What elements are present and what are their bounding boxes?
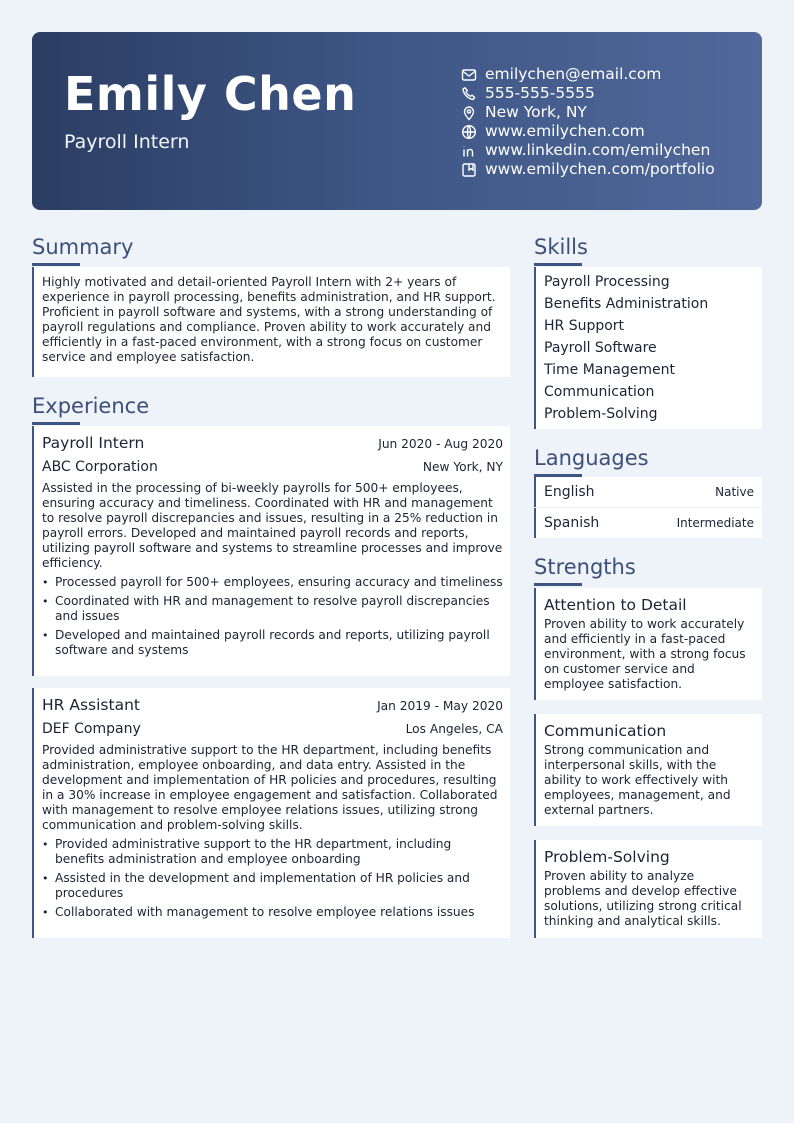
job-title: HR Assistant	[42, 696, 140, 714]
list-item: • Coordinated with HR and management to resolve payroll discrepancies and issues	[42, 594, 503, 624]
job-location: New York, NY	[422, 460, 503, 474]
strength-card	[534, 588, 762, 700]
location-pin-icon	[460, 104, 478, 122]
language-level: Intermediate	[676, 516, 754, 530]
strength-title: Attention to Detail	[544, 596, 687, 614]
candidate-role: Payroll Intern	[64, 131, 190, 153]
contact-location	[460, 103, 760, 122]
phone-icon	[460, 85, 478, 103]
contact-list	[460, 65, 760, 179]
contact-website[interactable]	[460, 122, 760, 141]
strength-card	[534, 714, 762, 826]
skill-item: Benefits Administration	[544, 296, 709, 312]
summary-heading: Summary	[32, 235, 134, 259]
resume-header	[32, 32, 762, 210]
strength-title: Communication	[544, 722, 667, 740]
contact-portfolio-text: www.emilychen.com/portfolio	[485, 160, 715, 178]
job-date: Jan 2019 - May 2020	[377, 699, 503, 713]
list-item: • Collaborated with management to resolve employee relations issues	[42, 905, 503, 920]
job-description: Assisted in the processing of bi-weekly payrolls for 500+ employees, ensuring accuracy and timeliness. Coordinated with HR and management to resolve payroll discrepancies and issues, resulting in a 25% reduction in payroll errors. Developed and maintained payroll records and reports, utilizing payroll software and systems to streamline processes and improve efficiency.	[42, 481, 503, 570]
contact-website-text: www.emilychen.com	[485, 122, 645, 140]
strengths-heading: Strengths	[534, 555, 636, 579]
language-name: English	[544, 484, 595, 500]
skills-heading: Skills	[534, 235, 588, 259]
contact-email[interactable]	[460, 65, 760, 84]
job-company: DEF Company	[42, 721, 141, 737]
experience-item	[32, 426, 510, 676]
strength-desc: Strong communication and interpersonal skills, with the ability to work effectively with employees, management, and external partners.	[544, 743, 731, 817]
skill-item: HR Support	[544, 318, 625, 334]
candidate-name: Emily Chen	[64, 67, 357, 121]
contact-phone[interactable]	[460, 84, 760, 103]
languages-heading: Languages	[534, 446, 649, 470]
strength-desc: Proven ability to work accurately and efficiently in a fast-paced environment, with a strong focus on customer service and employee satisfaction.	[544, 617, 746, 691]
skills-card	[534, 267, 762, 429]
list-item: • Developed and maintained payroll records and reports, utilizing payroll software and systems	[42, 628, 503, 658]
portfolio-icon	[460, 161, 478, 179]
skill-item: Payroll Software	[544, 340, 657, 356]
list-item: • Provided administrative support to the HR department, including benefits administration and employee onboarding	[42, 837, 503, 867]
job-bullets	[34, 837, 510, 920]
contact-portfolio[interactable]	[460, 160, 760, 179]
linkedin-icon	[460, 142, 478, 160]
language-row	[534, 477, 762, 507]
language-level: Native	[715, 485, 754, 499]
skill-item: Communication	[544, 384, 655, 400]
contact-email-text: emilychen@email.com	[485, 65, 662, 83]
contact-linkedin-text: www.linkedin.com/emilychen	[485, 141, 711, 159]
strength-card	[534, 840, 762, 938]
skill-item: Problem-Solving	[544, 406, 658, 422]
skill-item: Time Management	[544, 362, 675, 378]
job-company: ABC Corporation	[42, 459, 158, 475]
list-item: • Assisted in the development and implementation of HR policies and procedures	[42, 871, 503, 901]
contact-phone-text: 555-555-5555	[485, 84, 595, 102]
job-description: Provided administrative support to the HR department, including benefits administration, employee onboarding, and data entry. Assisted in the development and implementation of HR policies and procedures, resulting in a 30% increase in employee engagement and satisfaction. Collaborated with management to resolve employee relations issues, utilizing strong communication and problem-solving skills.	[42, 743, 498, 832]
job-bullets	[34, 575, 510, 658]
contact-linkedin[interactable]	[460, 141, 760, 160]
job-date: Jun 2020 - Aug 2020	[378, 437, 503, 451]
strength-title: Problem-Solving	[544, 848, 670, 866]
skill-item: Payroll Processing	[544, 274, 670, 290]
contact-location-text: New York, NY	[485, 103, 587, 121]
language-name: Spanish	[544, 515, 600, 531]
summary-text: Highly motivated and detail-oriented Payroll Intern with 2+ years of experience in payroll processing, benefits administration, and HR support. Proficient in payroll software and systems, with a strong understanding of payroll regulations and compliance. Proven ability to work accurately and efficiently in a fast-paced environment, with a strong focus on customer service and employee satisfaction.	[42, 275, 496, 364]
job-location: Los Angeles, CA	[405, 722, 503, 736]
experience-item	[32, 688, 510, 938]
language-row	[534, 508, 762, 538]
summary-card	[32, 267, 510, 377]
job-title: Payroll Intern	[42, 434, 145, 452]
mail-icon	[460, 66, 478, 84]
globe-icon	[460, 123, 478, 141]
strength-desc: Proven ability to analyze problems and develop effective solutions, utilizing strong critical thinking and analytical skills.	[544, 869, 742, 928]
list-item: • Processed payroll for 500+ employees, ensuring accuracy and timeliness	[42, 575, 503, 590]
languages-list	[534, 477, 762, 538]
skills-list	[536, 267, 762, 429]
experience-heading: Experience	[32, 394, 150, 418]
